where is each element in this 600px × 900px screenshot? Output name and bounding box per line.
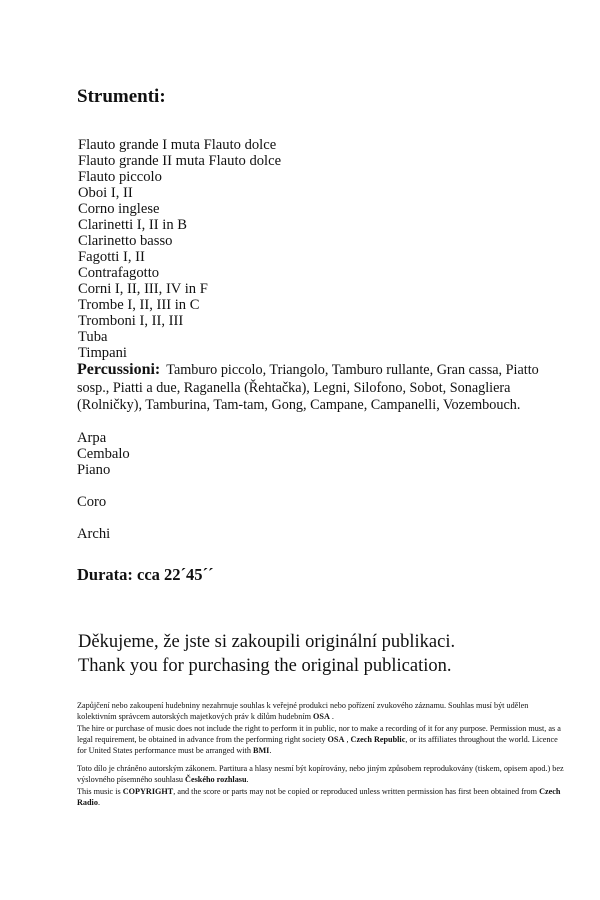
instrument-item: Timpani: [78, 345, 127, 361]
percussion-text: Tamburo piccolo, Triangolo, Tamburo rullante, Gran cassa, Piatto sosp., Piatti a due, Raganella (Řehtačka), Legni, Silofono, Sobot, Sonagliera (Rolničky), Tamburina, Tam-tam, Gong, Campane, Campanelli, Vozembouch.: [77, 362, 539, 413]
keyboard-list: [77, 430, 130, 478]
instrument-item: Cembalo: [77, 446, 130, 462]
percussion-label: Percussioni:: [77, 361, 161, 378]
instrument-item: Corni I, II, III, IV in F: [78, 281, 208, 297]
instrument-item: Flauto grande I muta Flauto dolce: [78, 137, 277, 153]
notice-czech: Zapůjčení nebo zakoupení hudebniny nezahrnuje souhlas k veřejné produkci nebo pořízení zvukového záznamu. Souhlas musí být udělen kolektivním správcem autorských majetkových práv k dílům hudebním OSA .: [77, 701, 529, 722]
copyright-english: This music is COPYRIGHT, and the score or parts may not be copied or reproduced unless written permission has first been obtained from Czech Radio.: [77, 786, 561, 807]
thanks-czech: Děkujeme, že jste si zakoupili originální publikaci.: [78, 632, 456, 652]
instrument-item: Contrafagotto: [78, 265, 160, 281]
instrument-item: Tuba: [78, 329, 108, 345]
notice-english: The hire or purchase of music does not include the right to perform it in public, nor to make a recording of it for any purpose. Permission must, as a legal requirement, be obtained in advance from the performing right society OSA , Czech Republic, or its affiliates throughout the world. Licence for United States performance must be arranged with BMI.: [77, 723, 561, 756]
instrument-item: Flauto piccolo: [78, 169, 162, 185]
performance-rights-notice: [77, 700, 564, 756]
instrument-item: Clarinetti I, II in B: [78, 217, 188, 233]
thanks-english: Thank you for purchasing the original publication.: [78, 656, 452, 676]
instrument-list: [78, 137, 281, 361]
thank-you-message: [78, 630, 455, 678]
instrument-item: Corno inglese: [78, 201, 160, 217]
instrument-item: Flauto grande II muta Flauto dolce: [78, 153, 282, 169]
duration: Durata: cca 22´45´´: [77, 565, 214, 584]
percussion-paragraph: [77, 361, 557, 415]
instrument-item: Fagotti I, II: [78, 249, 145, 265]
instrument-item: Tromboni I, II, III: [78, 313, 184, 329]
strings-label: Archi: [77, 526, 111, 542]
instrument-item: Oboi I, II: [78, 185, 133, 201]
instrument-item: Arpa: [77, 430, 107, 446]
instrument-item: Clarinetto basso: [78, 233, 173, 249]
instrument-item: Trombe I, II, III in C: [78, 297, 200, 313]
instruments-heading: Strumenti:: [77, 86, 166, 107]
copyright-notice: [77, 763, 564, 808]
copyright-czech: Toto dílo je chráněno autorským zákonem. Partitura a hlasy nesmí být kopírovány, nebo jiným způsobem reprodukovány (tiskem, opisem apod.) bez výslovného písemného souhlasu Českého rozhlasu.: [77, 764, 564, 785]
choir-label: Coro: [77, 494, 107, 510]
instrument-item: Piano: [77, 462, 111, 478]
